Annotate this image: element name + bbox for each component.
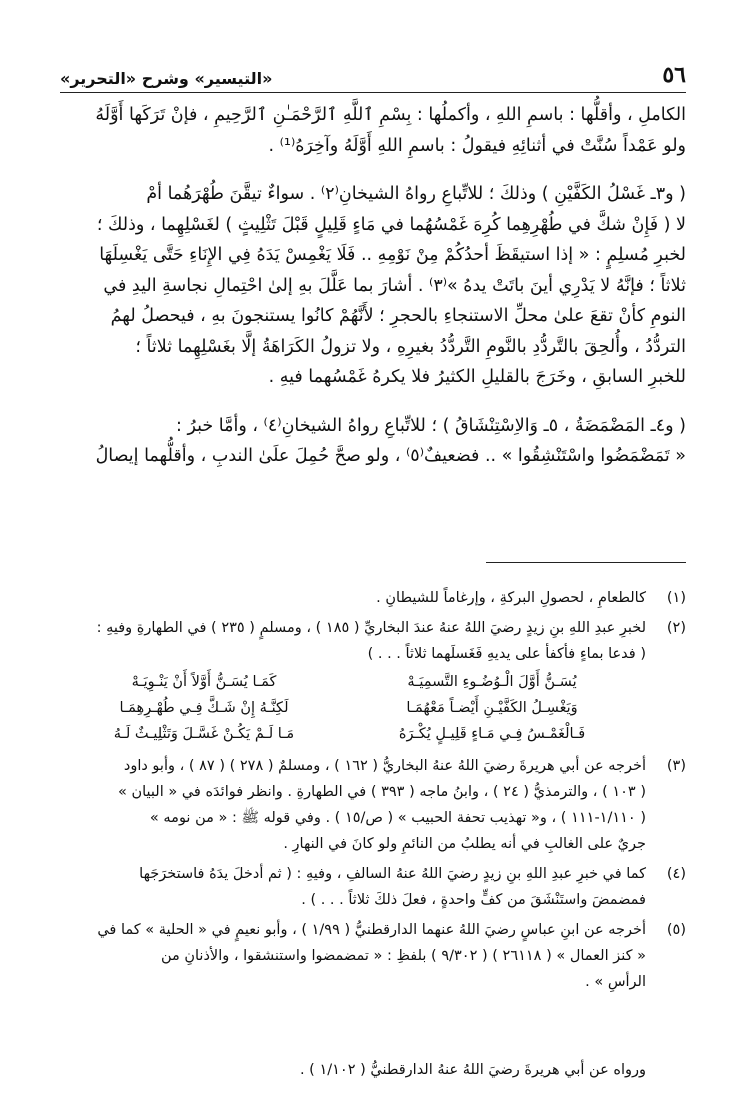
- footnote-line: جريٌ على الغالبِ في أنه يطلبُ من النائمِ ولو كانَ في النهارِ .: [283, 836, 646, 852]
- footnote-line: « كنز العمال » ( ٢٦١١٨ ) ( ٩/٣٠٢ ) بلفظِ : « تمضمضوا واستنشقوا ، والأذنانِ من: [160, 948, 646, 964]
- footnote-3: [60, 753, 686, 857]
- footnote-5: [60, 917, 686, 995]
- paragraph-3: [60, 411, 686, 472]
- running-title: «التيسير» وشرح «التحرير»: [60, 69, 273, 88]
- text-line: ثلاثاً ؛ فإنَّهُ لا يَدْرِي أينَ باتَتْ يدهُ »⁽٣⁾ . أشارَ بما عَلَّلَ بهِ إلىٰ احْتِمالِ نجاسةِ اليدِ في: [103, 275, 686, 296]
- poem-hemistich: فَـالْغَمْـسُ فِـي مَـاءٍ قَلِيـلٍ يُكْـرَهُ: [398, 726, 586, 742]
- text-line: ولو عَمْداً سُنَّتْ في أثنائِهِ فيقولُ : باسمِ اللهِ أَوَّلَهُ وآخِرَهُ⁽¹⁾ .: [268, 135, 686, 156]
- footnote-1: [60, 585, 686, 611]
- footnote-number: (٤): [666, 866, 686, 882]
- footnote-number: (٢): [666, 620, 686, 636]
- footnote-number: (٣): [666, 758, 686, 774]
- footnote-line: الرأسِ » .: [585, 974, 646, 990]
- text-line: التردُّدُ ، وأُلحِقَ بالتَّردُّدِ بالنَّومِ التَّردُّدُ بغيرِهِ ، ولا تزولُ الكَرَاهَةُ إلَّا بغَسْلِهِما ثلاثاً ؛: [135, 336, 686, 357]
- footnote-line: كالطعامِ ، لحصولِ البركةِ ، وإرغاماً للشيطانِ .: [376, 590, 646, 606]
- poem-hemistich: كَمَـا يُسَـنُّ أَوَّلاً أَنْ يَنْـوِيَـهْ: [131, 674, 277, 690]
- footnote-line: ( فدعا بماءٍ فأكفأ على يديهِ فَغَسلَهما ثلاثاً . . . ): [367, 646, 646, 662]
- footnote-number: (٥): [666, 922, 686, 938]
- footnote-continuation: ورواه عن أبي هريرةَ رضيَ اللهُ عنهُ الدارقطنيُّ ( ١/١٠٢ ) .: [299, 1062, 646, 1078]
- text-line: لخبرِ مُسلِمٍ : « إذا استيقَظَ أحدُكُمْ مِنْ نَوْمِهِ .. فَلَا يَغْمِسْ يَدَهُ فِي الإِنَاءِ حَتَّى يَغْسِلَهَا: [99, 245, 686, 265]
- footnote-line: لخبرِ عبدِ اللهِ بنِ زيدٍ رضيَ اللهُ عنهُ عندَ البخاريِّ ( ١٨٥ ) ، ومسلمٍ ( ٢٣٥ ) في الطهارةِ وفيهِ :: [96, 620, 646, 636]
- page-number: ٥٦: [662, 62, 686, 88]
- text-line: الكاملِ ، وأقلُّها : باسمِ اللهِ ، وأكملُها : بِسْمِ ٱللَّهِ ٱلرَّحْمَـٰنِ ٱلرَّحِيمِ ، فإنْ تَرَكَها أَوَّلَهُ: [95, 105, 686, 125]
- footnote-line: ( ١٠٣ ) ، والترمذيُّ ( ٢٤ ) ، وابنُ ماجه ( ٣٩٣ ) في الطهارةِ . وانظر فوائدَه في « البيان »: [118, 784, 646, 800]
- poem-hemistich: مَـا لَـمْ يَكُـنْ غَسَّـلَ وَتَثْلِيـثٌ لَـهُ: [113, 726, 295, 742]
- poem-hemistich: يُسَـنُّ أَوَّلَ الْـوُضُـوءِ التَّسمِيَـهْ: [407, 674, 577, 690]
- text-line: « تَمَضْمَضُوا واسْتَنْشِقُوا » .. فضعيفٌ⁽٥⁾ ، ولو صحَّ حُمِلَ علَىٰ الندبِ ، وأقلُّهما إيصالُ: [95, 446, 686, 466]
- footnote-divider: [486, 562, 686, 563]
- poem-verses: [60, 667, 646, 749]
- page-header: [60, 58, 686, 93]
- text-line: للخبرِ السابقِ ، وخَرَجَ بالقليلِ الكثيرُ فلا يكرهُ غَمْسُهما فيهِ .: [268, 367, 686, 387]
- text-line: ( و٤ـ المَضْمَضَةُ ، ٥ـ وَالاِسْتِنْشَاقُ ) ؛ للاتِّباعِ رواهُ الشيخانِ⁽٤⁾ ، وأمَّا خبرُ :: [175, 415, 686, 436]
- text-line: لا ( فَإِنْ شكَّ في طُهْرِهِما كُرِهَ غَمْسُهُما في مَاءٍ قَلِيلٍ قَبْلَ تَثْلِيثٍ ) لغَسْلِهِما ، وذلكَ ؛: [96, 214, 686, 235]
- text-line: النومِ كأنْ تقعَ علىٰ محلِّ الاستنجاءِ بالحجرِ ؛ لأَنَّهُمْ كانُوا يستنجونَ بهِ ، فيحصلُ لهمُ: [110, 306, 686, 326]
- footnote-line: أخرجه عن أبي هريرةَ رضيَ اللهُ عنهُ البخاريُّ ( ١٦٢ ) ، ومسلمٌ ( ٢٧٨ ) ( ٨٧ ) ، وأبو داود: [123, 758, 646, 774]
- footnote-2: [60, 615, 686, 749]
- footnote-4: [60, 861, 686, 913]
- poem-hemistich: لَكِنَّـهُ إِنْ شَـكَّ فِـي طُهْـرِهِمَـا: [119, 700, 289, 716]
- footnote-line: ( ١/١١٠-١١١ ) ، و« تهذيب تحفة الحبيب » ( ص/١٥ ) . وفي قوله ﷺ : « من نومه »: [149, 810, 646, 826]
- paragraph-1: [60, 100, 686, 161]
- footnote-number: (١): [666, 590, 686, 606]
- text-line: ( و٣ـ غَسْلُ الكَفَّيْنِ ) وذلكَ ؛ للاتِّباعِ رواهُ الشيخانِ⁽٢⁾ . سواءٌ تيقَّنَ طُهْرَهُما أمْ: [146, 184, 686, 204]
- footnote-line: كما في خبرِ عبدِ اللهِ بنِ زيدٍ رضيَ اللهُ عنهُ السالفِ ، وفيهِ : ( ثم أدخلَ يدَهُ فاستخرَجَها: [139, 866, 646, 882]
- footnotes: [60, 585, 686, 999]
- footnote-line: فمضمضَ واستَنْشَقَ من كفٍّ واحدةٍ ، فعلَ ذلكَ ثلاثاً . . . ) .: [301, 892, 646, 908]
- poem-hemistich: وَيَغْسِـلُ الكَفَّيْـنِ أَيْضـاً مَعْهُمَـا: [406, 700, 578, 716]
- main-text: [60, 100, 686, 490]
- footnote-line: أخرجه عن ابنِ عباسٍ رضيَ اللهُ عنهما الدارقطنيُّ ( ١/٩٩ ) ، وأبو نعيمٍ في « الحلية » كما في: [97, 922, 646, 938]
- paragraph-2: [60, 179, 686, 393]
